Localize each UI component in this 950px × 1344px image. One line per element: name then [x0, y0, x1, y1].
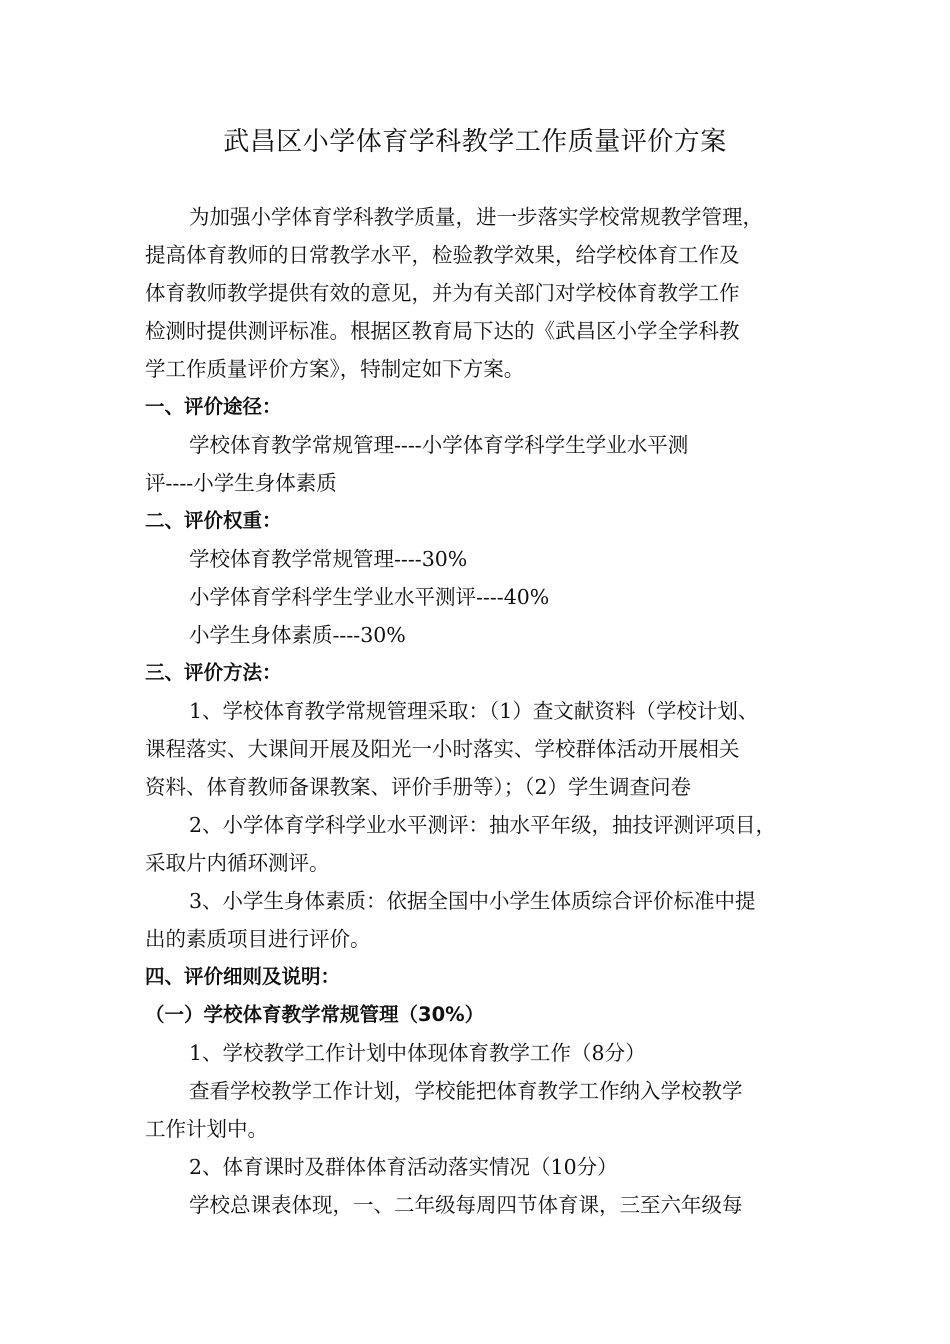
paragraph-line: 小学体育学科学生学业水平测评----40%: [189, 585, 550, 609]
paragraph-line: 小学生身体素质----30%: [189, 623, 406, 647]
section-heading: 四、评价细则及说明：: [145, 965, 341, 988]
paragraph-line: 体育教师教学提供有效的意见，并为有关部门对学校体育教学工作: [145, 281, 740, 305]
paragraph-line: 查看学校教学工作计划，学校能把体育教学工作纳入学校教学: [189, 1079, 743, 1103]
document-title: 武昌区小学体育学科教学工作质量评价方案: [223, 127, 727, 157]
paragraph-line: 1、学校体育教学常规管理采取：（1）查文献资料（学校计划、: [189, 699, 759, 723]
paragraph-line: 学校总课表体现，一、二年级每周四节体育课，三至六年级每: [189, 1193, 743, 1217]
section-heading: 一、评价途径：: [145, 395, 282, 418]
paragraph-line: 提高体育教师的日常教学水平，检验教学效果，给学校体育工作及: [145, 243, 740, 267]
paragraph-line: 3、小学生身体素质：依据全国中小学生体质综合评价标准中提: [189, 889, 756, 913]
section-heading: 二、评价权重：: [145, 509, 282, 532]
paragraph-line: 学校体育教学常规管理----小学体育学科学生学业水平测: [189, 433, 689, 457]
paragraph-line: 学工作质量评价方案》，特制定如下方案。: [145, 357, 525, 381]
paragraph-line: 2、小学体育学科学业水平测评：抽水平年级，抽技评测评项目，: [189, 813, 777, 837]
paragraph-line: 评----小学生身体素质: [145, 471, 337, 495]
paragraph-line: 2、体育课时及群体体育活动落实情况（10分）: [189, 1155, 618, 1179]
paragraph-line: 课程落实、大课间开展及阳光一小时落实、学校群体活动开展相关: [145, 737, 740, 761]
subsection-heading: （一）学校体育教学常规管理（30%）: [145, 1003, 485, 1026]
section-heading: 三、评价方法：: [145, 661, 282, 684]
paragraph-line: 1、学校教学工作计划中体现体育教学工作（8分）: [189, 1041, 646, 1065]
paragraph-line: 学校体育教学常规管理----30%: [189, 547, 468, 571]
paragraph-line: 为加强小学体育学科教学质量，进一步落实学校常规教学管理，: [189, 205, 763, 229]
paragraph-line: 采取片内循环测评。: [145, 851, 330, 875]
paragraph-line: 出的素质项目进行评价。: [145, 927, 371, 951]
paragraph-line: 工作计划中。: [145, 1117, 268, 1141]
paragraph-line: 资料、体育教师备课教案、评价手册等）；（2）学生调查问卷: [145, 775, 692, 799]
paragraph-line: 检测时提供测评标准。根据区教育局下达的《武昌区小学全学科教: [145, 319, 740, 343]
